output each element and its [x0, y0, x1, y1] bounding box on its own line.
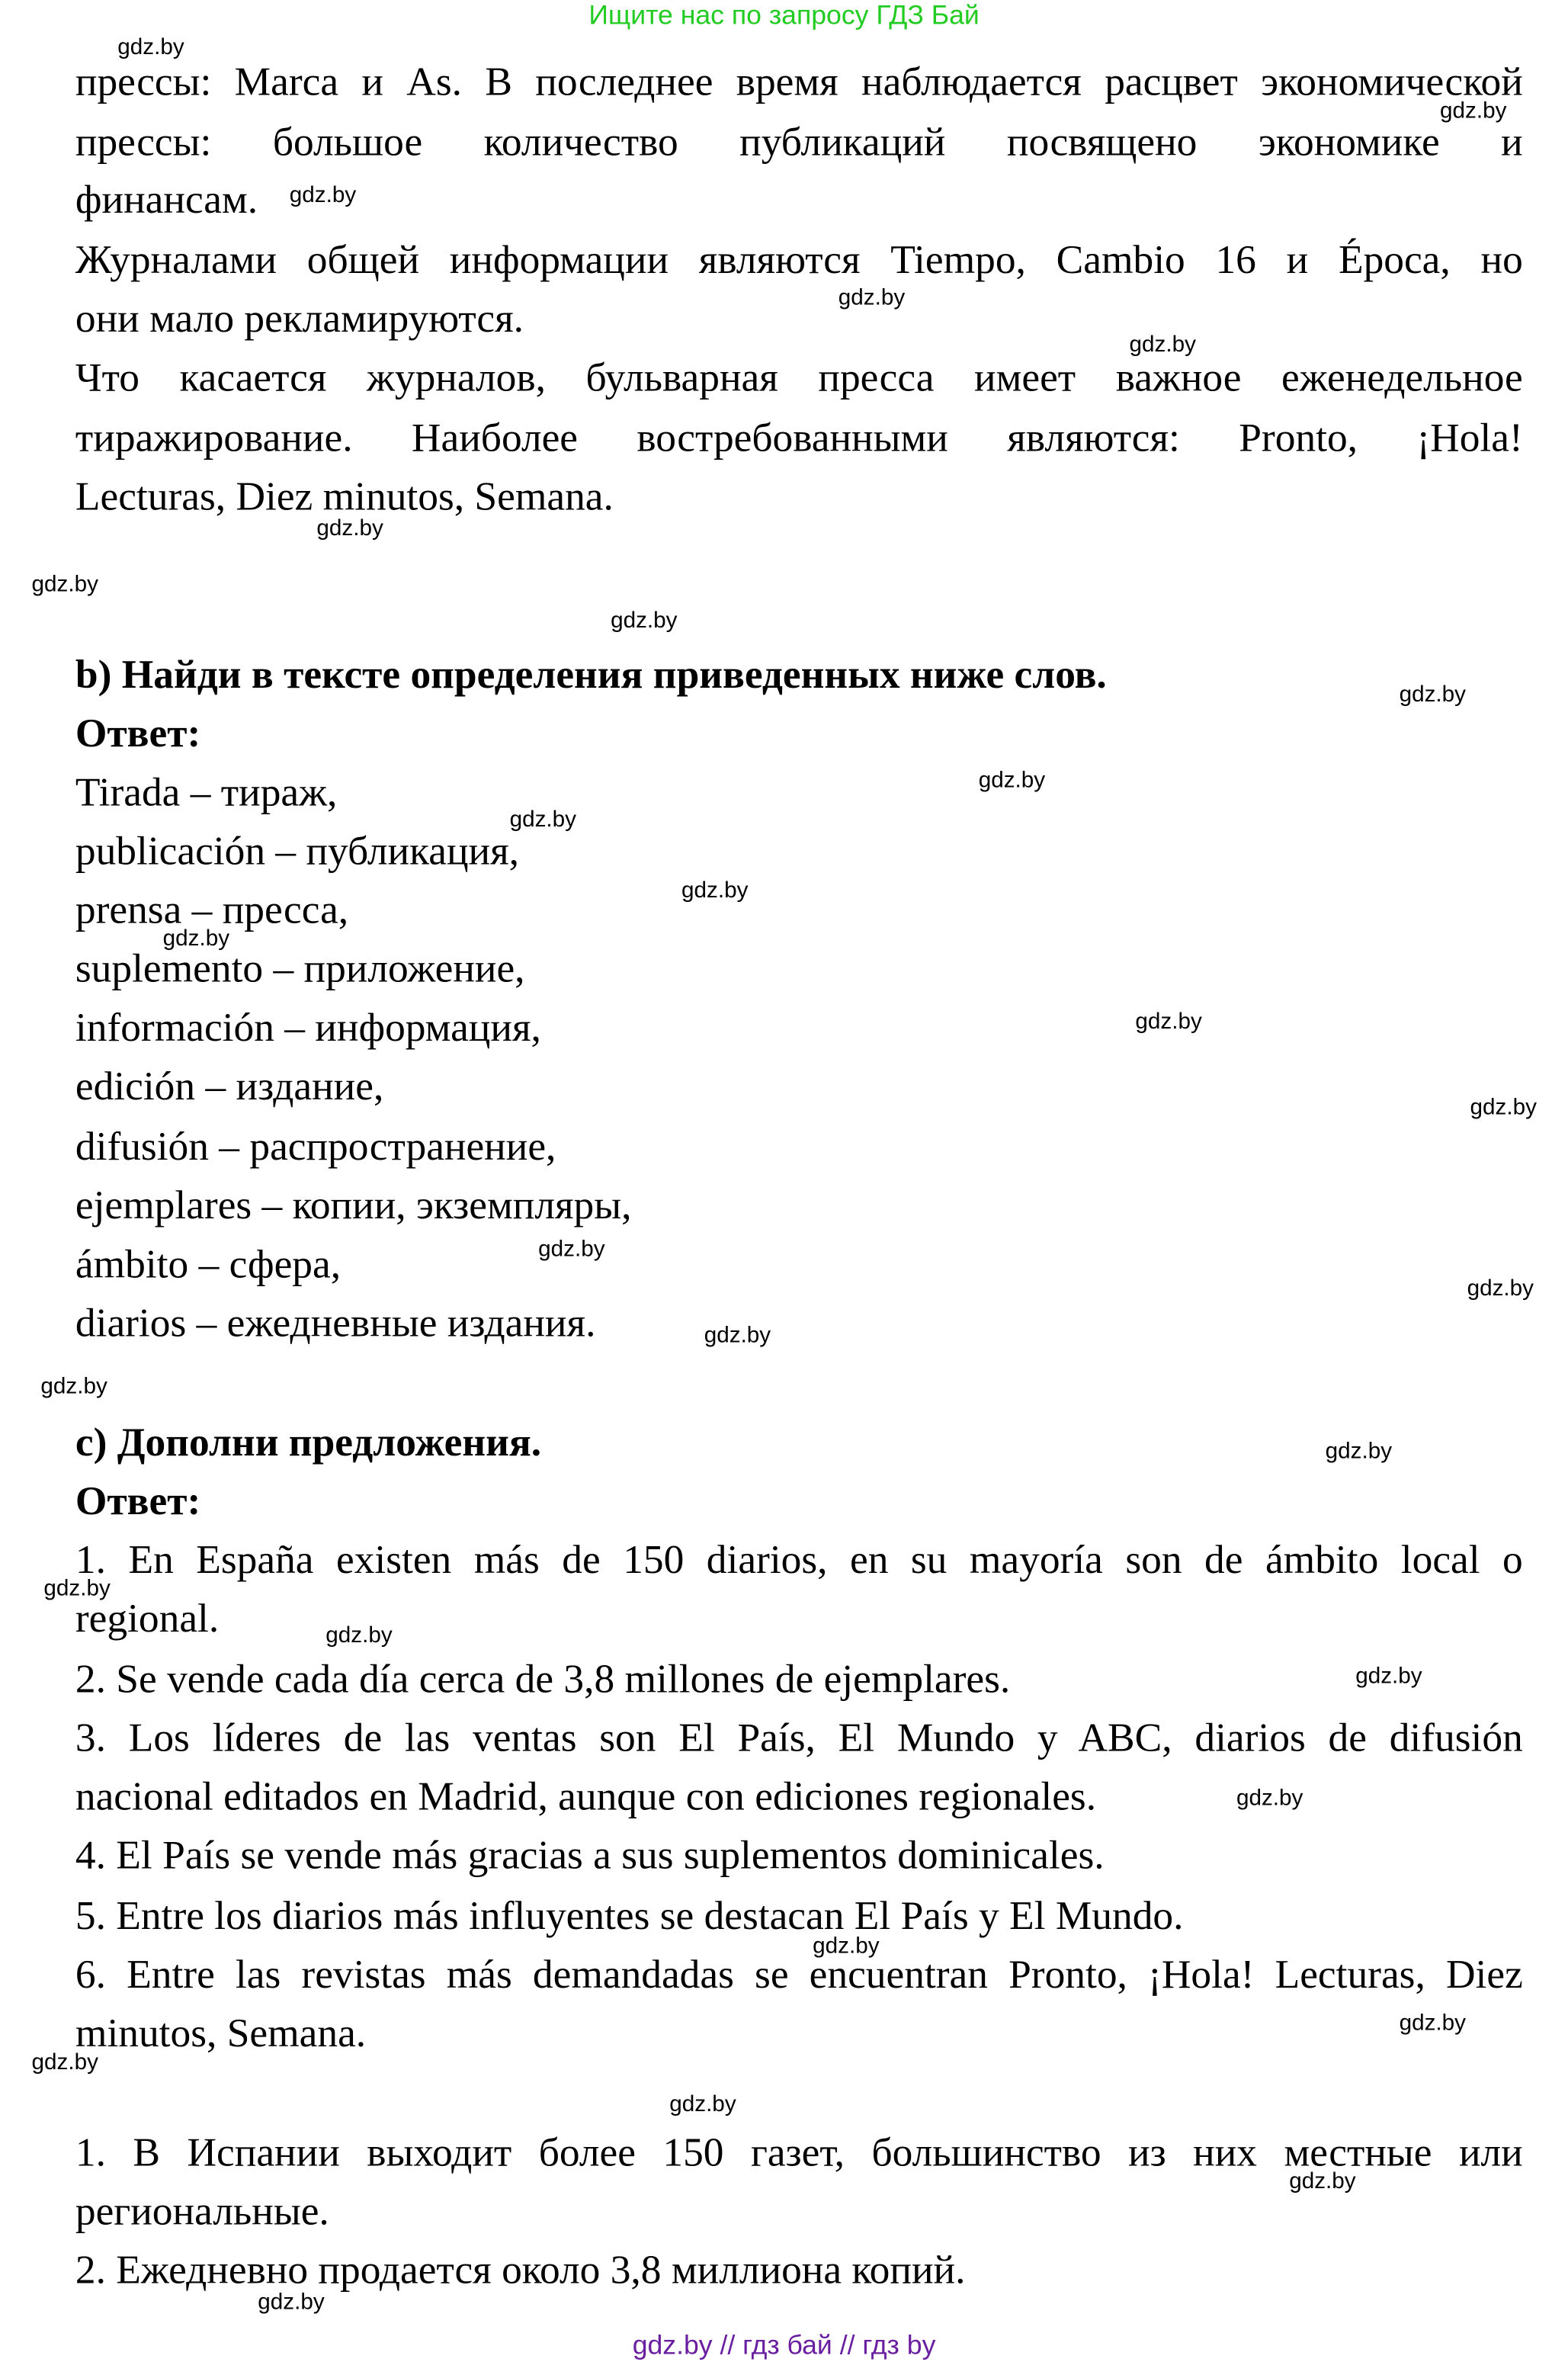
sentence-line: 1. En España existen más de 150 diarios, en su mayoría son de ámbito local o: [75, 1536, 1523, 1582]
definition-item: ámbito – сфера,: [75, 1240, 341, 1287]
sentence-line: regional.: [75, 1595, 220, 1642]
watermark: gdz.by: [681, 878, 749, 903]
watermark: gdz.by: [40, 1373, 107, 1400]
translation-line: 1. В Испании выходит более 150 газет, большинство из них местные или: [75, 2129, 1523, 2175]
watermark: gdz.by: [669, 2091, 736, 2118]
definition-item: diarios – ежедневные издания.: [75, 1300, 596, 1346]
definition-item: prensa – пресса,: [75, 887, 349, 932]
watermark: gdz.by: [31, 2049, 98, 2075]
definition-item: Tirada – тираж,: [75, 769, 338, 815]
watermark: gdz.by: [1135, 1009, 1202, 1035]
section-b-answer-label: Ответ:: [75, 710, 201, 756]
watermark: gdz.by: [258, 2289, 325, 2315]
definition-item: difusión – распространение,: [75, 1123, 556, 1169]
text-line: Журналами общей информации являются Tiempo, Cambio 16 и Época, но: [75, 236, 1523, 282]
watermark: gdz.by: [1236, 1785, 1303, 1812]
definition-item: suplemento – приложение,: [75, 945, 525, 991]
sentence-line: nacional editados en Madrid, aunque con ediciones regionales.: [75, 1773, 1097, 1819]
watermark: gdz.by: [43, 1576, 111, 1602]
text-line: Что касается журналов, бульварная пресса имеет важное еженедельное: [75, 354, 1523, 400]
watermark: gdz.by: [162, 926, 230, 952]
definition-item: información – информация,: [75, 1004, 541, 1050]
section-c-title: c) Дополни предложения.: [75, 1419, 542, 1465]
watermark: gdz.by: [538, 1236, 605, 1263]
text-line: прессы: большое количество публикаций посвящено экономике и: [75, 119, 1523, 165]
watermark: gdz.by: [1439, 98, 1507, 124]
text-line: Lecturas, Diez minutos, Semana.: [75, 473, 614, 519]
text-line: тиражирование. Наиболее востребованными являются: Pronto, ¡Hola!: [75, 414, 1523, 461]
watermark: gdz.by: [1325, 1439, 1393, 1465]
sentence-line: 4. El País se vende más gracias a sus suplementos dominicales.: [75, 1832, 1105, 1878]
watermark: gdz.by: [1399, 2010, 1467, 2036]
watermark: gdz.by: [1129, 332, 1196, 358]
watermark: gdz.by: [1355, 1663, 1422, 1690]
watermark: gdz.by: [1289, 2168, 1356, 2194]
watermark: gdz.by: [509, 807, 576, 833]
text-line: прессы: Marca и As. В последнее время наблюдается расцвет экономической: [75, 59, 1523, 104]
watermark: gdz.by: [838, 284, 906, 311]
definition-item: publicación – публикация,: [75, 827, 520, 874]
header-banner[interactable]: Ищите нас по запросу ГДЗ Бай: [588, 0, 980, 30]
section-c-answer-label: Ответ:: [75, 1478, 201, 1523]
watermark: gdz.by: [325, 1622, 393, 1648]
watermark: gdz.by: [1467, 1276, 1534, 1302]
section-b-title: b) Найди в тексте определения приведенных ниже слов.: [75, 651, 1107, 697]
translation-line: региональные.: [75, 2188, 329, 2234]
sentence-line: 2. Se vende cada día cerca de 3,8 millones de ejemplares.: [75, 1655, 1011, 1702]
sentence-line: 6. Entre las revistas más demandadas se encuentran Pronto, ¡Hola! Lecturas, Diez: [75, 1951, 1523, 1997]
text-line: финансам.: [75, 176, 258, 222]
watermark: gdz.by: [1470, 1095, 1537, 1121]
definition-item: edición – издание,: [75, 1063, 384, 1109]
sentence-line: minutos, Semana.: [75, 2010, 367, 2056]
watermark: gdz.by: [316, 515, 383, 542]
sentence-line: 3. Los líderes de las ventas son El País, El Mundo y ABC, diarios de difusión: [75, 1714, 1523, 1760]
watermark: gdz.by: [813, 1933, 880, 1959]
watermark: gdz.by: [704, 1322, 771, 1349]
watermark: gdz.by: [978, 767, 1046, 794]
sentence-line: 5. Entre los diarios más influyentes se destacan El País y El Mundo.: [75, 1892, 1184, 1938]
translation-line: 2. Ежедневно продается около 3,8 миллиона копий.: [75, 2247, 966, 2293]
watermark: gdz.by: [611, 608, 678, 634]
watermark: gdz.by: [289, 182, 357, 208]
definition-item: ejemplares – копии, экземпляры,: [75, 1182, 632, 1228]
text-line: они мало рекламируются.: [75, 295, 524, 342]
watermark: gdz.by: [117, 34, 184, 61]
footer-banner[interactable]: gdz.by // гдз бай // гдз by: [632, 2330, 936, 2360]
watermark: gdz.by: [1399, 682, 1467, 708]
watermark: gdz.by: [31, 571, 98, 598]
